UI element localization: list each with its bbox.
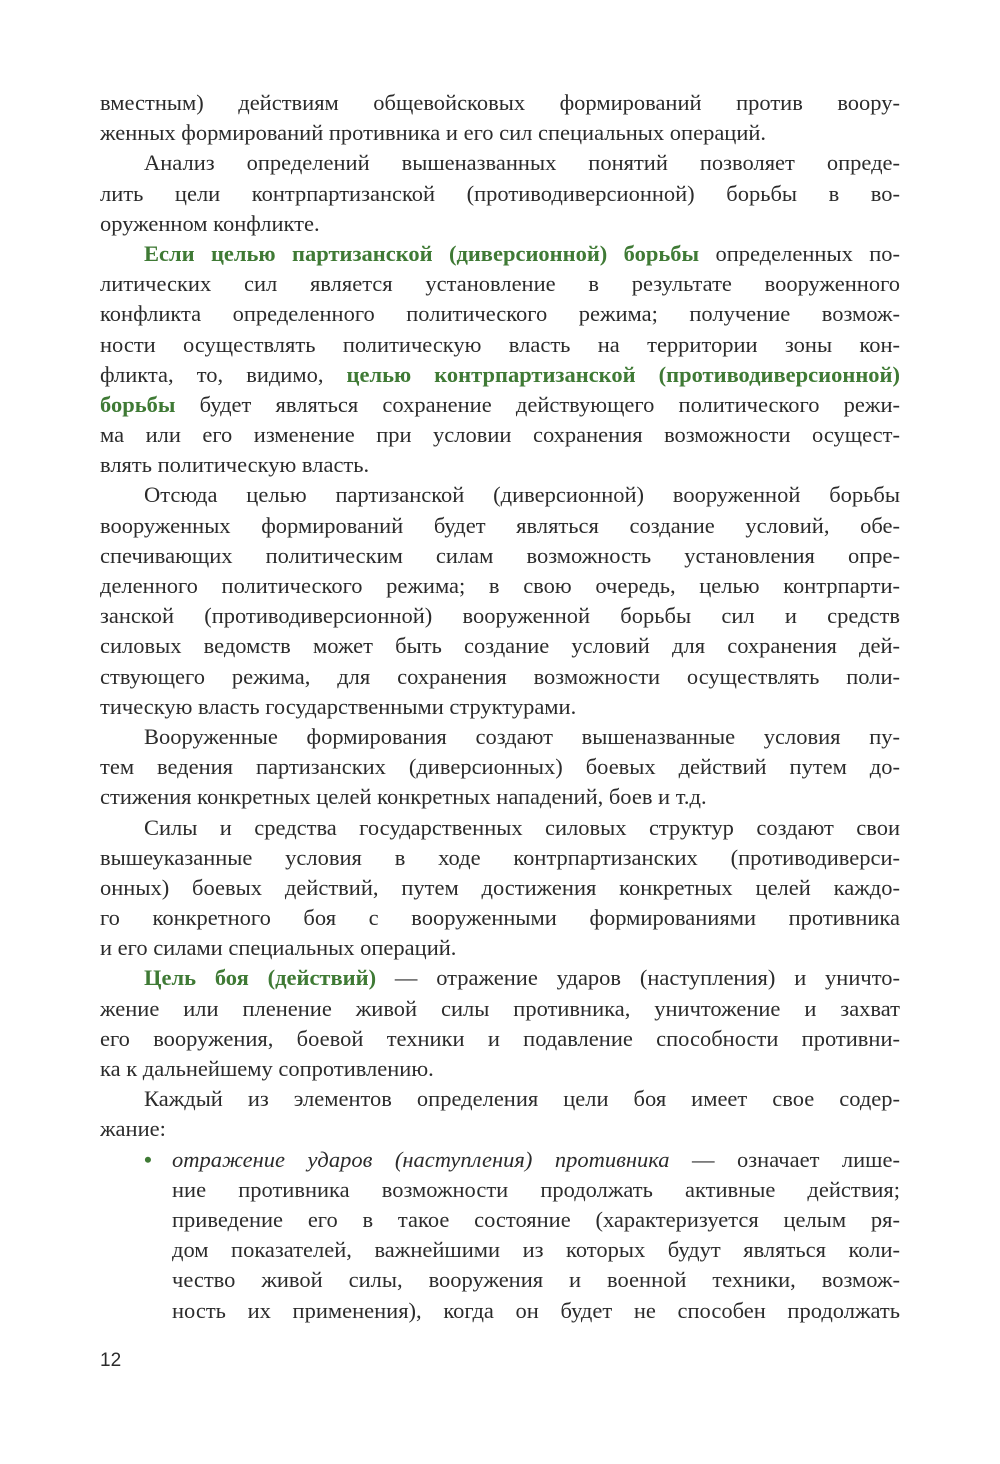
paragraph bbox=[100, 722, 900, 813]
bullet-list-item bbox=[100, 1145, 900, 1326]
text-segment: — отражение ударов (наступления) и уничто- bbox=[376, 965, 900, 991]
text-segment: тическую власть государственными структурами. bbox=[100, 693, 577, 719]
text-segment: стижения конкретных целей конкретных нападений, боев и т.д. bbox=[100, 784, 707, 810]
text-line bbox=[100, 662, 900, 692]
text-segment: вооруженных формирований будет являться создание условий, обе- bbox=[100, 512, 900, 538]
text-segment: вышеуказанные условия в ходе контрпартизанских (противодиверси- bbox=[100, 844, 900, 870]
text-segment: ка к дальнейшему сопротивлению. bbox=[100, 1056, 434, 1081]
highlighted-term: Если целью партизанской (диверсионной) борьбы bbox=[144, 240, 700, 266]
text-line bbox=[100, 1205, 900, 1235]
text-segment: и его силами специальных операций. bbox=[100, 935, 457, 961]
text-line bbox=[100, 782, 900, 812]
text-segment: деленного политического режима; в свою очередь, целью контрпарти- bbox=[100, 573, 900, 598]
text-line bbox=[100, 299, 900, 329]
text-line bbox=[100, 390, 900, 420]
text-line bbox=[100, 179, 900, 209]
text-segment: ма или его изменение при условии сохранения возможности осущест- bbox=[100, 422, 900, 448]
italic-term: отражение ударов (наступления) противника bbox=[172, 1146, 670, 1172]
highlighted-term: целью контрпартизанской (противодиверсионной) bbox=[346, 361, 900, 387]
text-line bbox=[100, 843, 900, 873]
text-line bbox=[100, 873, 900, 903]
text-line bbox=[100, 601, 900, 631]
text-segment: Анализ определений вышеназванных понятий позволяет опреде- bbox=[144, 150, 900, 176]
text-line bbox=[100, 1024, 900, 1054]
text-segment: чество живой силы, вооружения и военной техники, возмож- bbox=[172, 1267, 900, 1293]
text-segment: женных формирований противника и его сил специальных операций. bbox=[100, 120, 767, 146]
text-segment: Вооруженные формирования создают вышеназванные условия пу- bbox=[144, 723, 900, 749]
text-segment: силовых ведомств может быть создание условий для сохранения дей- bbox=[100, 633, 900, 659]
text-segment: ние противника возможности продолжать активные действия; bbox=[172, 1176, 900, 1202]
text-segment: дом показателей, важнейшими из которых будут являться коли- bbox=[172, 1237, 900, 1263]
text-line bbox=[100, 1235, 900, 1265]
highlighted-term: борьбы bbox=[100, 391, 176, 417]
text-line bbox=[100, 571, 900, 601]
text-line bbox=[100, 963, 900, 993]
paragraph bbox=[100, 480, 900, 722]
text-segment: Силы и средства государственных силовых структур создают свои bbox=[144, 814, 900, 840]
text-line bbox=[100, 541, 900, 571]
paragraph bbox=[100, 148, 900, 239]
text-segment: будет являться сохранение действующего политического режи- bbox=[175, 391, 900, 417]
text-segment: оруженном конфликте. bbox=[100, 210, 320, 236]
text-segment: занской (противодиверсионной) вооруженной борьбы сил и средств bbox=[100, 603, 900, 629]
paragraph bbox=[100, 813, 900, 964]
text-segment: Отсюда целью партизанской (диверсионной) вооруженной борьбы bbox=[144, 482, 900, 508]
paragraph bbox=[100, 88, 900, 148]
text-line bbox=[100, 148, 900, 178]
text-line bbox=[100, 1084, 900, 1114]
text-segment: приведение его в такое состояние (характеризуется целым ря- bbox=[172, 1206, 900, 1232]
page-number: 12 bbox=[100, 1350, 122, 1371]
text-line bbox=[100, 813, 900, 843]
bullet-icon: • bbox=[144, 1146, 152, 1172]
text-segment: литических сил является установление в результате вооруженного bbox=[100, 271, 900, 297]
text-segment: его вооружения, боевой техники и подавление способности противни- bbox=[100, 1025, 900, 1051]
text-line bbox=[100, 692, 900, 722]
text-segment: конфликта определенного политического режима; получение возмож- bbox=[100, 301, 900, 327]
text-segment: онных) боевых действий, путем достижения конкретных целей каждо- bbox=[100, 874, 900, 900]
text-segment: спечивающих политическим силам возможность установления опре- bbox=[100, 542, 900, 568]
text-line bbox=[100, 752, 900, 782]
text-line bbox=[100, 1145, 900, 1175]
text-segment: фликта, то, видимо, bbox=[100, 361, 347, 387]
text-segment: лить цели контрпартизанской (противодиверсионной) борьбы в во- bbox=[100, 180, 900, 206]
text-segment: ствующего режима, для сохранения возможности осуществлять поли- bbox=[100, 663, 900, 689]
text-line bbox=[100, 903, 900, 933]
text-line bbox=[100, 1175, 900, 1205]
text-line bbox=[100, 1054, 900, 1084]
text-segment: жание: bbox=[100, 1116, 166, 1142]
text-line bbox=[100, 360, 900, 390]
paragraph bbox=[100, 239, 900, 481]
text-line bbox=[100, 239, 900, 269]
highlighted-term: Цель боя (действий) bbox=[144, 965, 377, 991]
text-line bbox=[100, 994, 900, 1024]
text-segment: жение или пленение живой силы противника, уничтожение и захват bbox=[100, 995, 900, 1021]
text-line bbox=[100, 330, 900, 360]
text-line bbox=[100, 933, 900, 963]
page-body-text bbox=[100, 88, 900, 1326]
text-line bbox=[100, 118, 900, 148]
text-segment: тем ведения партизанских (диверсионных) боевых действий путем до- bbox=[100, 754, 900, 780]
paragraph bbox=[100, 963, 900, 1084]
text-line bbox=[100, 88, 900, 118]
text-line bbox=[100, 420, 900, 450]
text-line bbox=[100, 450, 900, 480]
text-line bbox=[100, 269, 900, 299]
text-segment: вместным) действиям общевойсковых формирований против воору- bbox=[100, 90, 900, 115]
text-line bbox=[100, 1296, 900, 1326]
paragraph bbox=[100, 1084, 900, 1144]
text-line bbox=[100, 480, 900, 510]
text-line bbox=[100, 1265, 900, 1295]
text-segment: определенных по- bbox=[699, 240, 900, 266]
text-line bbox=[100, 722, 900, 752]
text-segment: влять политическую власть. bbox=[100, 452, 370, 478]
text-segment: го конкретного боя с вооруженными формированиями противника bbox=[100, 905, 900, 931]
text-segment: — означает лише- bbox=[669, 1146, 900, 1172]
text-line bbox=[100, 631, 900, 661]
text-line bbox=[100, 209, 900, 239]
text-line bbox=[100, 1114, 900, 1144]
text-line bbox=[100, 511, 900, 541]
text-segment: ность их применения), когда он будет не способен продолжать bbox=[172, 1297, 900, 1323]
text-segment: Каждый из элементов определения цели боя имеет свое содер- bbox=[144, 1086, 900, 1112]
text-segment: ности осуществлять политическую власть на территории зоны кон- bbox=[100, 331, 900, 357]
